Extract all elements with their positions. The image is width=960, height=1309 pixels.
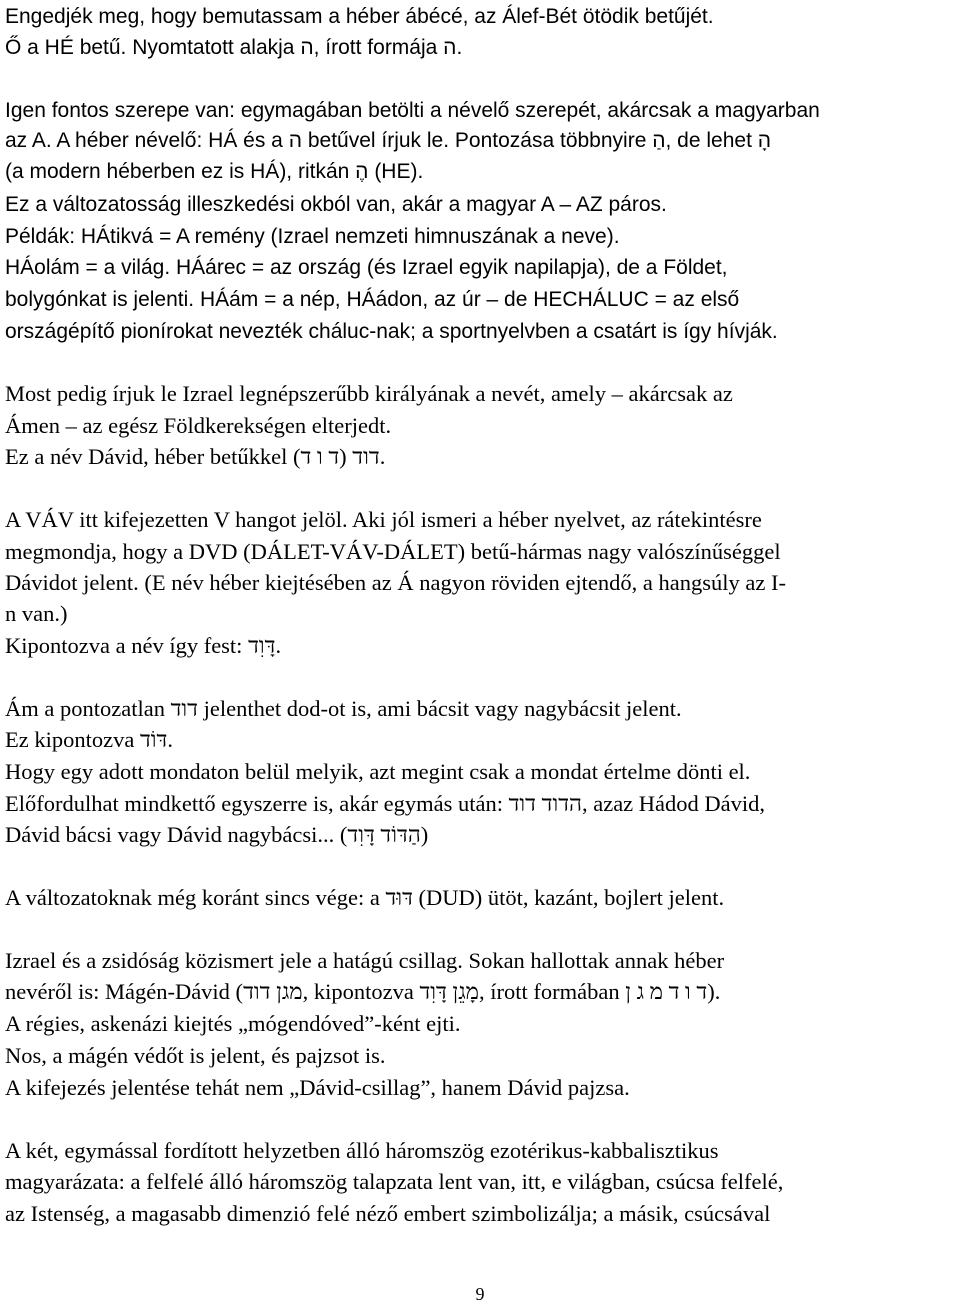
text-line: Ez kipontozva דּוֹד. — [5, 727, 173, 752]
text-line: Izrael és a zsidóság közismert jele a hatágú csillag. Sokan hallottak annak héber — [5, 948, 725, 973]
text-line: Hogy egy adott mondaton belül melyik, azt megint csak a mondat értelme dönti el. — [5, 759, 751, 784]
text-line: megmondja, hogy a DVD (DÁLET-VÁV-DÁLET) betű-hármas nagy valószínűséggel — [5, 539, 781, 564]
text-line: A változatoknak még koránt sincs vége: a דּוּד (DUD) ütöt, kazánt, bojlert jelent. — [5, 885, 725, 910]
text-line: A régies, askenázi kiejtés „mógendóved”-ként ejti. — [5, 1011, 461, 1036]
page-number: 9 — [475, 1284, 485, 1304]
text-line: Ez a változatosság illeszkedési okból van, akár a magyar A – AZ páros. — [5, 193, 667, 216]
text-line: Most pedig írjuk le Izrael legnépszerűbb királyának a nevét, amely – akárcsak az — [5, 381, 733, 406]
text-line: Ez a név Dávid, héber betűkkel דוד (ד ו ד). — [5, 444, 386, 469]
text-line: A kifejezés jelentése tehát nem „Dávid-csillag”, hanem Dávid pajzsa. — [5, 1075, 630, 1100]
text-line: Dávid bácsi vagy Dávid nagybácsi... (הַדּוֹד דָּוִד) — [5, 822, 429, 847]
text-line: Előfordulhat mindkettő egyszerre is, akár egymás után: הדוד דוד, azaz Hádod Dávid, — [5, 791, 766, 816]
text-line: (a modern héberben ez is HÁ), ritkán הֶ (HE). — [5, 160, 424, 183]
text-line: Példák: HÁtikvá = A remény (Izrael nemzeti himnuszának a neve). — [5, 225, 620, 248]
text-line: Dávidot jelent. (E név héber kiejtésében az Á nagyon röviden ejtendő, a hangsúly az I- — [5, 570, 786, 595]
text-line: A két, egymással fordított helyzetben álló háromszög ezotérikus-kabbalisztikus — [5, 1138, 719, 1163]
text-line: bolygónkat is jelenti. HÁám = a nép, HÁádon, az úr – de HECHÁLUC = az első — [5, 288, 740, 311]
text-line: Engedjék meg, hogy bemutassam a héber ábécé, az Álef-Bét ötödik betűjét. — [5, 5, 714, 28]
text-line: az Istenség, a magasabb dimenzió felé néző embert szimbolizálja; a másik, csúcsával — [5, 1201, 771, 1226]
text-line: A VÁV itt kifejezetten V hangot jelöl. Aki jól ismeri a héber nyelvet, az rátekintésre — [5, 507, 762, 532]
text-line: HÁolám = a világ. HÁárec = az ország (és Izrael egyik napilapja), de a Földet, — [5, 256, 728, 279]
text-line: Ám a pontozatlan דוד jelenthet dod-ot is, ami bácsit vagy nagybácsit jelent. — [5, 696, 682, 721]
text-line: Ő a HÉ betű. Nyomtatott alakja ה, írott formája ה. — [5, 36, 463, 59]
text-line: Igen fontos szerepe van: egymagában betölti a névelő szerepét, akárcsak a magyarban — [5, 99, 820, 122]
text-line: Kipontozva a név így fest: דָּוִד. — [5, 633, 282, 658]
text-line: n van.) — [5, 601, 68, 626]
text-line: Nos, a mágén védőt is jelent, és pajzsot is. — [5, 1043, 386, 1068]
text-line: Ámen – az egész Földkerekségen elterjedt. — [5, 413, 392, 438]
text-line: az A. A héber névelő: HÁ és a ה betűvel írjuk le. Pontozása többnyire הַ, de lehet הָ — [5, 129, 772, 152]
text-line: nevéről is: Mágén-Dávid (מגן דוד, kipontozva מָגֵן דָּוִד, írott formában ד ו ד מ ג ן). — [5, 979, 721, 1004]
text-line: magyarázata: a felfelé álló háromszög talapzata lent van, itt, e világban, csúcsa felfelé, — [5, 1169, 784, 1194]
text-line: országépítő pionírokat nevezték cháluc-nak; a sportnyelvben a csatárt is így hívják. — [5, 320, 778, 343]
